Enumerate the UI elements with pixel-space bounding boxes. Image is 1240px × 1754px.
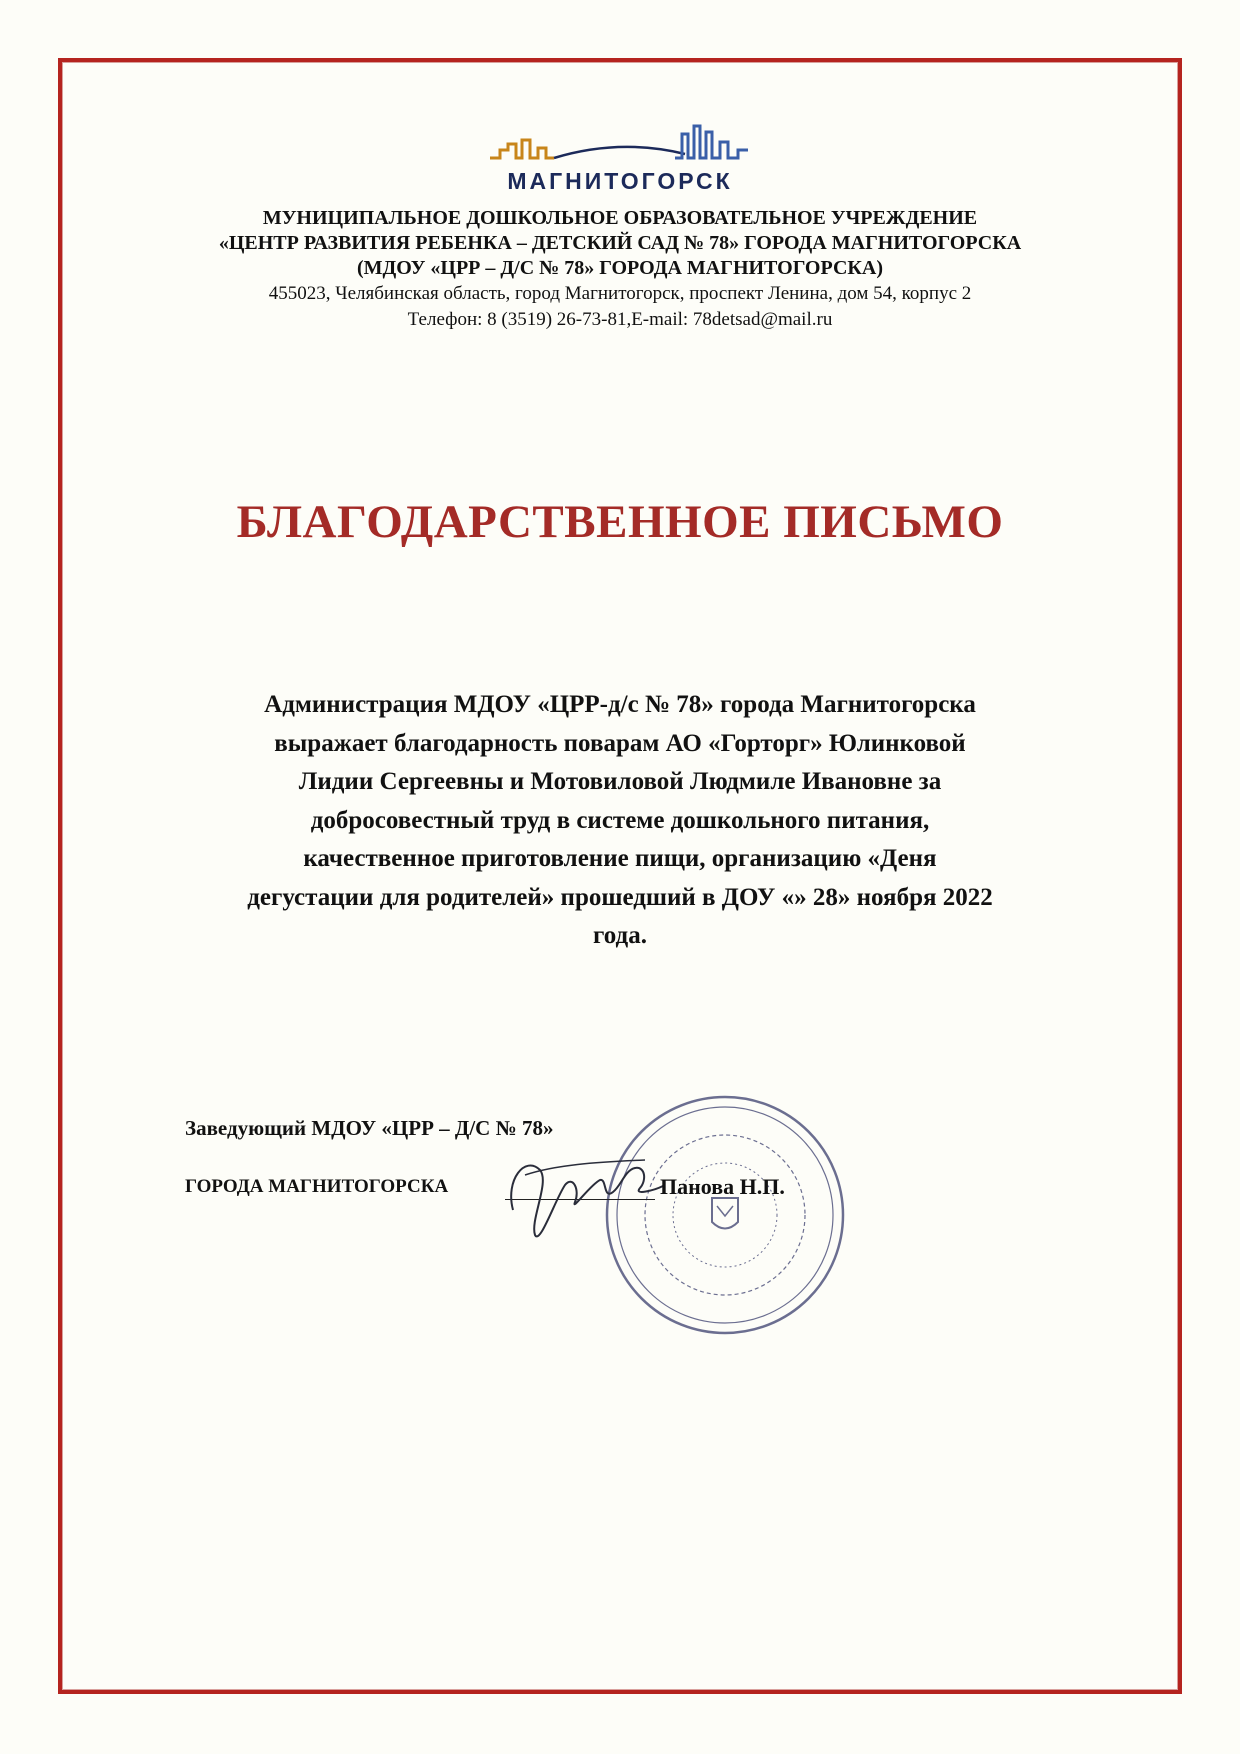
signer-name: Панова Н.П. (660, 1174, 785, 1199)
handwritten-signature (495, 1140, 665, 1255)
logo-text: МАГНИТОГОРСК (507, 168, 733, 194)
org-name-line: МУНИЦИПАЛЬНОЕ ДОШКОЛЬНОЕ ОБРАЗОВАТЕЛЬНОЕ УЧРЕЖДЕНИЕ (262, 207, 978, 229)
org-contacts: Телефон: 8 (3519) 26-73-81,E-mail: 78detsad@mail.ru (407, 309, 833, 330)
document-title: БЛАГОДАРСТВЕННОЕ ПИСЬМО (236, 496, 1004, 548)
organization-header (0, 206, 1240, 333)
body-line: качественное приготовление пищи, организацию «Деня (303, 845, 937, 872)
body-line: добросовестный труд в системе дошкольного питания, (310, 806, 930, 834)
signer-position-line1: Заведующий МДОУ «ЦРР – Д/С № 78» (185, 1116, 554, 1140)
body-line: года. (593, 922, 647, 949)
org-address: 455023, Челябинская область, город Магнитогорск, проспект Ленина, дом 54, корпус 2 (268, 283, 972, 304)
org-name-line: «ЦЕНТР РАЗВИТИЯ РЕБЕНКА – ДЕТСКИЙ САД № 78» ГОРОДА МАГНИТОГОРСКА (218, 232, 1022, 254)
body-line: Администрация МДОУ «ЦРР-д/с № 78» города Магнитогорска (264, 691, 976, 718)
org-name-line: (МДОУ «ЦРР – Д/С № 78» ГОРОДА МАГНИТОГОРСКА) (357, 257, 883, 279)
body-line: Лидии Сергеевны и Мотовиловой Людмиле Ивановне за (298, 768, 942, 795)
letter-body (200, 686, 1040, 956)
body-line: выражает благодарность поварам АО «Горторг» Юлинковой (274, 729, 966, 757)
city-logo (0, 120, 1240, 195)
skyline-logo-icon (470, 120, 770, 168)
body-line: дегустации для родителей» прошедший в ДОУ «» 28» ноября 2022 (247, 883, 993, 911)
signer-position-line2: ГОРОДА МАГНИТОГОРСКА (185, 1176, 449, 1197)
